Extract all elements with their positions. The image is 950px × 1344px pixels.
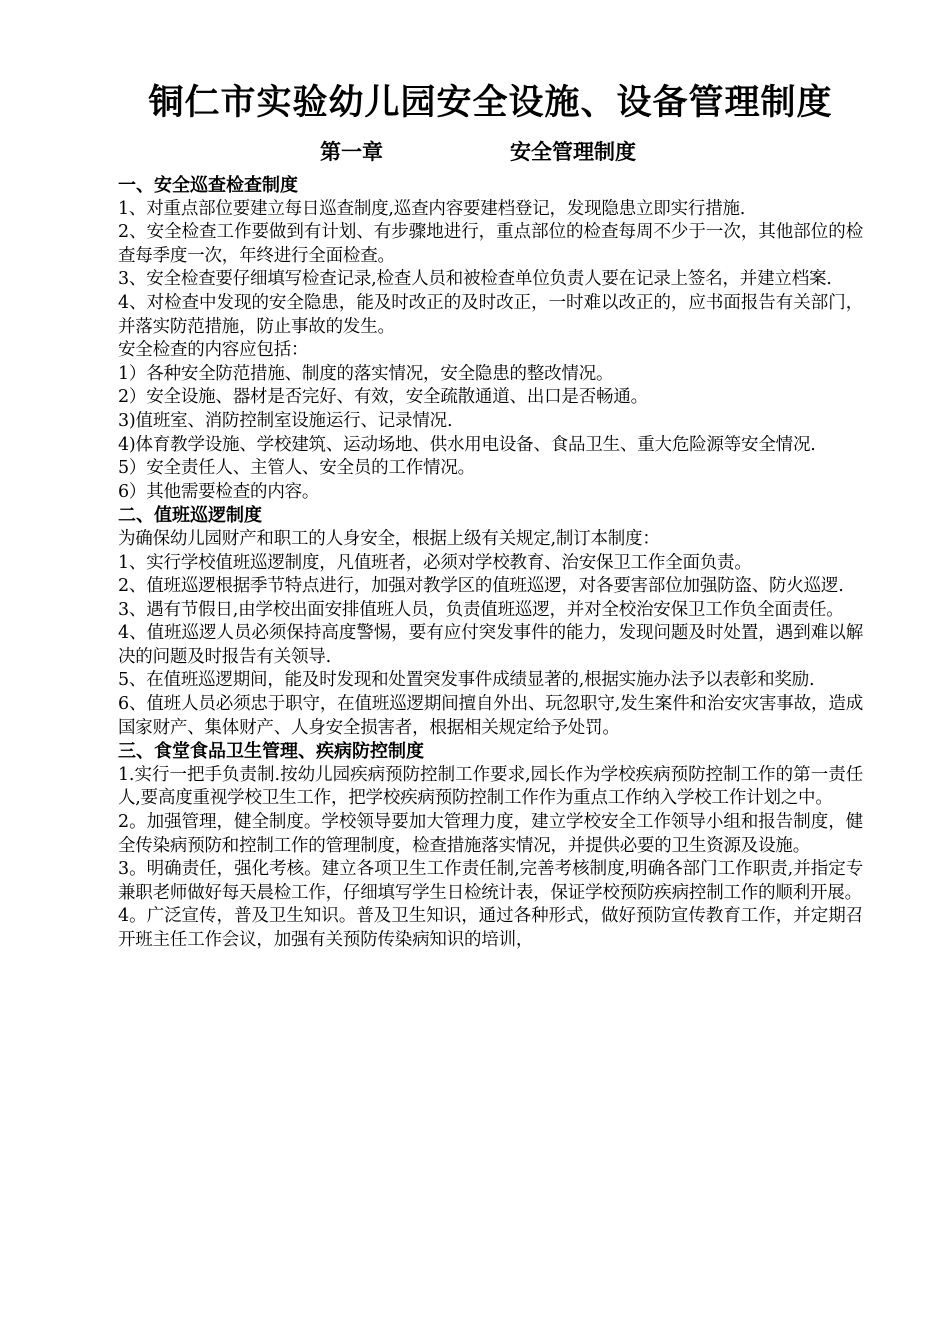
paragraph: 5）安全责任人、主管人、安全员的工作情况。 bbox=[118, 458, 475, 479]
paragraph: 1.实行一把手负责制.按幼儿园疾病预防控制工作要求,园长作为学校疾病预防控制工作的第一责任人,要高度重视学校卫生工作，把学校疾病预防控制工作作为重点工作纳入学校工作计划之中。 bbox=[118, 764, 863, 809]
paragraph: 1、对重点部位要建立每日巡查制度,巡查内容要建档登记，发现隐患立即实行措施. bbox=[118, 198, 746, 219]
section-heading: 三、食堂食品卫生管理、疾病防控制度 bbox=[118, 741, 424, 763]
section-duty-patrol bbox=[118, 504, 863, 740]
paragraph: 4、对检查中发现的安全隐患，能及时改正的及时改正，一时难以改正的，应书面报告有关部门，并落实防范措施，防止事故的发生。 bbox=[118, 292, 863, 337]
paragraph: 6、值班人员必须忠于职守，在值班巡逻期间擅自外出、玩忽职守,发生案件和治安灾害事故，造成国家财产、集体财产、人身安全损害者，根据相关规定给予处罚。 bbox=[118, 694, 863, 738]
paragraph: 6）其他需要检查的内容。 bbox=[118, 481, 320, 502]
paragraph: 3。明确责任，强化考核。建立各项卫生工作责任制,完善考核制度,明确各部门工作职责,并指定专兼职老师做好每天晨检工作，仔细填写学生日检统计表，保证学校预防疾病控制工作的顺利开展。 bbox=[118, 859, 863, 903]
document-title: 铜仁市实验幼儿园安全设施、设备管理制度 bbox=[148, 83, 833, 123]
paragraph: 4)体育教学设施、学校建筑、运动场地、供水用电设备、食品卫生、重大危险源等安全情况. bbox=[118, 434, 816, 455]
paragraph: 3)值班室、消防控制室设施运行、记录情况. bbox=[118, 410, 453, 431]
paragraph: 1）各种安全防范措施、制度的落实情况，安全隐患的整改情况。 bbox=[118, 363, 614, 384]
paragraph: 4。广泛宣传，普及卫生知识。普及卫生知识，通过各种形式，做好预防宣传教育工作，并定期召开班主任工作会议，加强有关预防传染病知识的培训， bbox=[118, 906, 863, 950]
paragraph: 1、实行学校值班巡逻制度，凡值班者，必须对学校教育、治安保卫工作全面负责。 bbox=[118, 552, 752, 573]
document-page bbox=[118, 78, 863, 953]
paragraph: 为确保幼儿园财产和职工的人身安全，根据上级有关规定,制订本制度： bbox=[118, 528, 660, 549]
chapter-heading bbox=[118, 130, 863, 174]
paragraph: 2、值班巡逻根据季节特点进行，加强对教学区的值班巡逻，对各要害部位加强防盗、防火巡逻. bbox=[118, 576, 844, 597]
paragraph: 2）安全设施、器材是否完好、有效，安全疏散通道、出口是否畅通。 bbox=[118, 387, 648, 408]
paragraph: 2。加强管理，健全制度。学校领导要加大管理力度，建立学校安全工作领导小组和报告制度，健全传染病预防和控制工作的管理制度，检查措施落实情况，并提供必要的卫生资源及设施。 bbox=[118, 812, 863, 856]
paragraph: 2、安全检查工作要做到有计划、有步骤地进行，重点部位的检查每周不少于一次，其他部位的检查每季度一次，年终进行全面检查。 bbox=[118, 222, 863, 266]
paragraph: 3、安全检查要仔细填写检查记录,检查人员和被检查单位负责人要在记录上签名，并建立档案. bbox=[118, 269, 832, 290]
chapter-name: 安全管理制度 bbox=[510, 140, 636, 164]
section-heading: 二、值班巡逻制度 bbox=[118, 505, 262, 527]
section-inspection bbox=[118, 174, 863, 504]
paragraph: 4、值班巡逻人员必须保持高度警惕，要有应付突发事件的能力，发现问题及时处置，遇到难以解决的问题及时报告有关领导. bbox=[118, 623, 863, 667]
paragraph: 3、遇有节假日,由学校出面安排值班人员，负责值班巡逻，并对全校治安保卫工作负全面责任。 bbox=[118, 599, 844, 620]
chapter-number: 第一章 bbox=[320, 140, 383, 164]
section-heading: 一、安全巡查检查制度 bbox=[118, 175, 298, 196]
section-food-hygiene bbox=[118, 740, 863, 952]
paragraph: 5、在值班巡逻期间，能及时发现和处置突发事件成绩显著的,根据实施办法予以表彰和奖励. bbox=[118, 670, 815, 691]
paragraph: 安全检查的内容应包括： bbox=[118, 340, 309, 361]
